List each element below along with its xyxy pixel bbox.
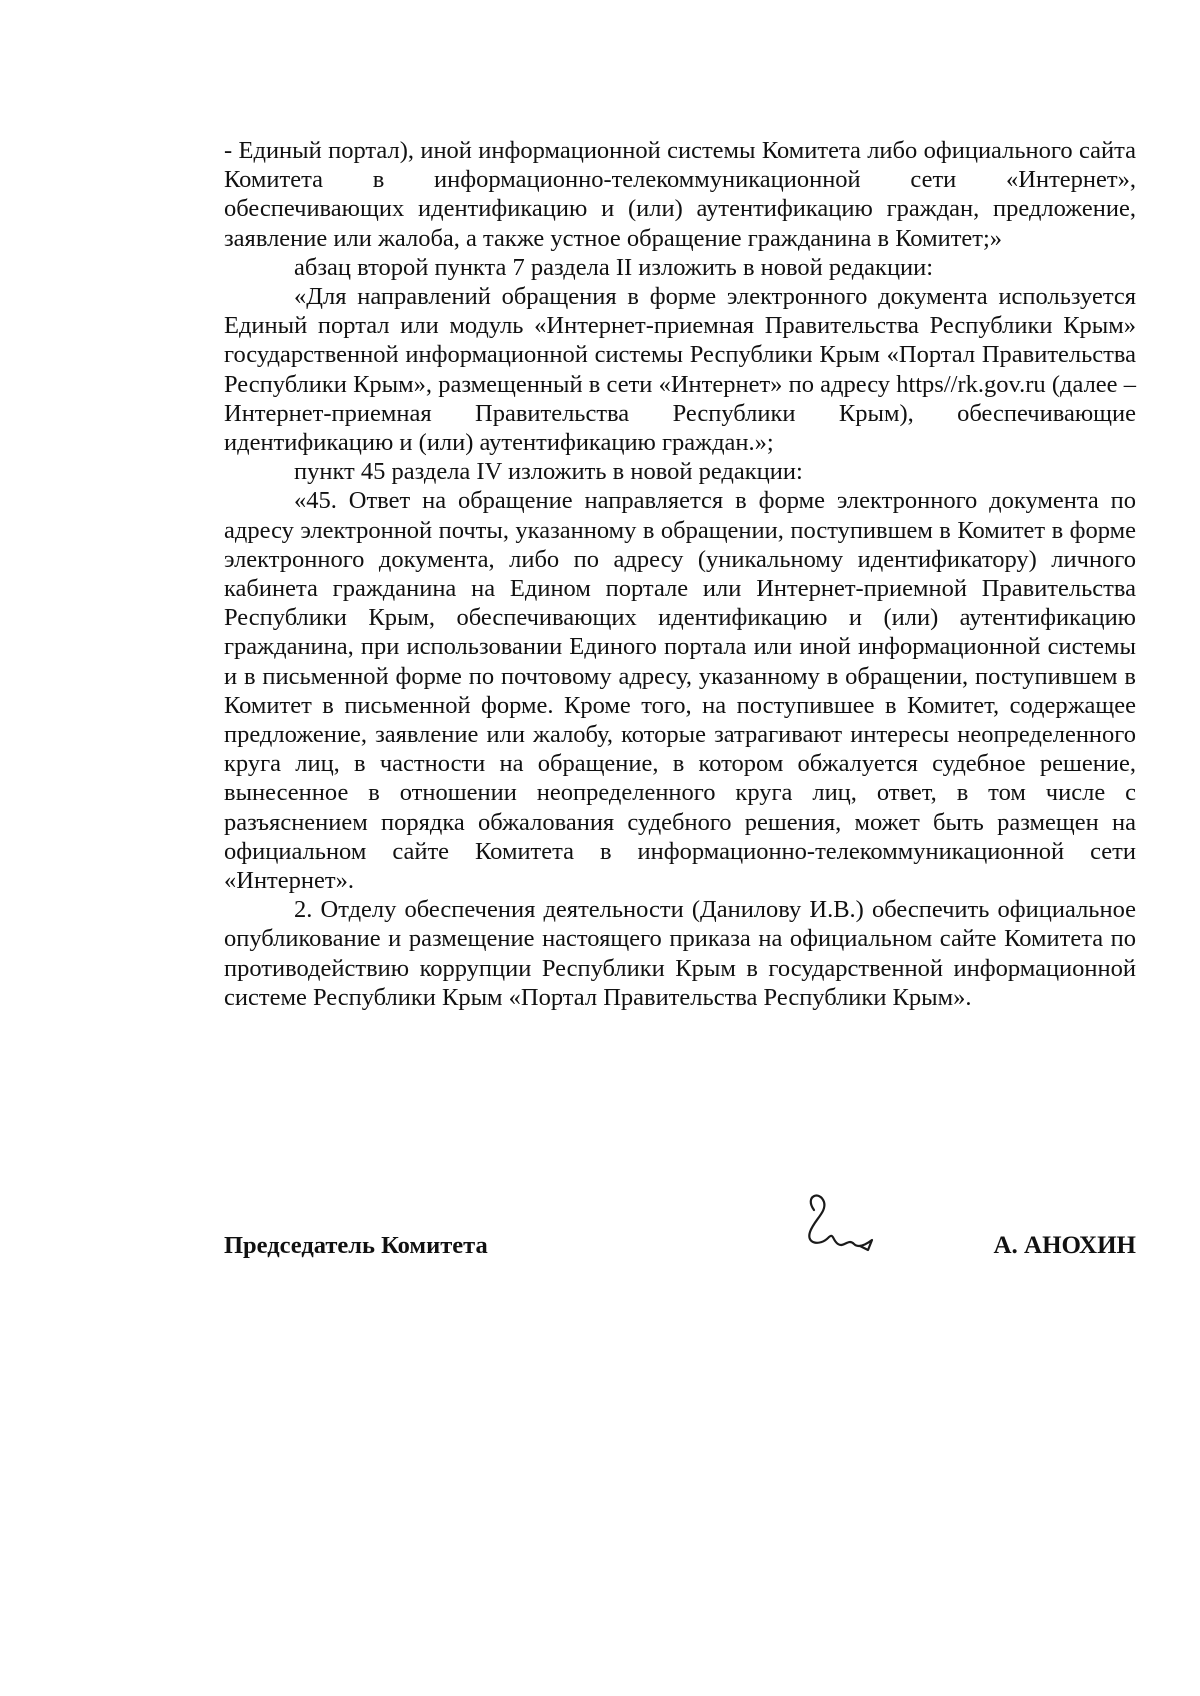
paragraph-amendment-section-2: абзац второй пункта 7 раздела II изложить в новой редакции: (294, 253, 934, 281)
paragraph-electronic-documents: «Для направлений обращения в форме электронного документа используется Единый портал или модуль «Интернет-приемная Правительства Республики Крым» государственной информационной системы Республики Крым «Портал Правительства Республики Крым», размещенный в сети «Интернет» по адресу https//rk.gov.ru (далее – Интернет-приемная Правительства Республики Крым), обеспечивающие идентификацию и (или) аутентификацию граждан.»; (224, 283, 1136, 457)
paragraph-item-2: 2. Отделу обеспечения деятельности (Данилову И.В.) обеспечить официальное опубликование и размещение настоящего приказа на официальном сайте Комитета по противодействию коррупции Республики Крым в государственной информационной системе Республики Крым «Портал Правительства Республики Крым». (224, 896, 1136, 1011)
signatory-name: А. АНОХИН (993, 1232, 1136, 1259)
signatory-title: Председатель Комитета (224, 1232, 488, 1259)
document-body (224, 136, 1136, 1012)
paragraph-continuation: - Единый портал), иной информационной системы Комитета либо официального сайта Комитета в информационно-телекоммуникационной сети «Интернет», обеспечивающих идентификацию и (или) аутентификацию граждан, предложение, заявление или жалоба, а также устное обращение гражданина в Комитет;» (224, 137, 1136, 252)
handwritten-signature-icon (784, 1188, 884, 1268)
signature-block (224, 1208, 1136, 1278)
paragraph-amendment-section-4: пункт 45 раздела IV изложить в новой редакции: (294, 458, 803, 486)
paragraph-item-45: «45. Ответ на обращение направляется в форме электронного документа по адресу электронной почты, указанному в обращении, поступившем в Комитет в форме электронного документа, либо по адресу (уникальному идентификатору) личного кабинета гражданина на Едином портале или Интернет-приемной Правительства Республики Крым, обеспечивающих идентификацию и (или) аутентификацию гражданина, при использовании Единого портала или иной информационной системы и в письменной форме по почтовому адресу, указанному в обращении, поступившем в Комитет в письменной форме. Кроме того, на поступившее в Комитет, содержащее предложение, заявление или жалобу, которые затрагивают интересы неопределенного круга лиц, в частности на обращение, в котором обжалуется судебное решение, вынесенное в отношении неопределенного круга лиц, ответ, в том числе с разъяснением порядка обжалования судебного решения, может быть размещен на официальном сайте Комитета в информационно-телекоммуникационной сети «Интернет». (224, 487, 1136, 895)
